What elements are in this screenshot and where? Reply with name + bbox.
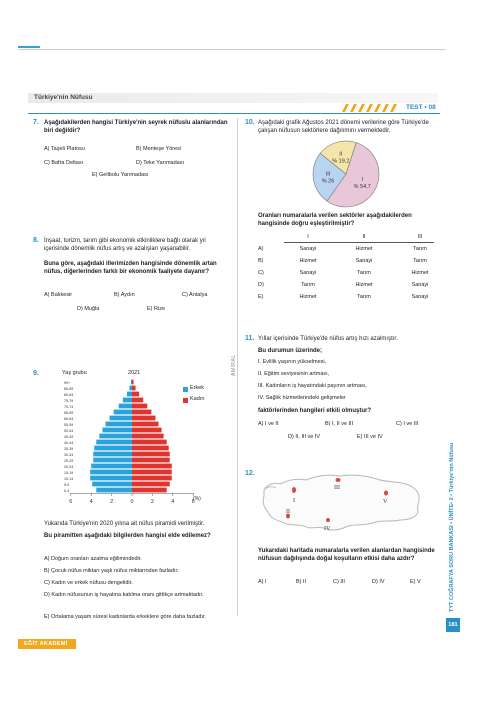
table-cell: E) bbox=[258, 294, 264, 300]
tick-label-age: 25-29 bbox=[64, 458, 74, 463]
table-cell: Tarım bbox=[301, 282, 315, 288]
tick-label-x: 4 bbox=[171, 499, 175, 505]
legend-male-swatch bbox=[183, 387, 188, 392]
q11-number: 11. bbox=[245, 335, 255, 342]
turkey-outline bbox=[263, 475, 419, 530]
q8-option-d[interactable]: D) Muğla bbox=[77, 306, 100, 312]
bar-male-10-14 bbox=[90, 476, 132, 481]
map-marker-iv bbox=[326, 518, 330, 522]
q10-option-e[interactable] bbox=[258, 291, 448, 303]
q11-stem2: faktörlerinden hangileri etkili olmuştur? bbox=[258, 408, 372, 414]
tick-label-age: 10-14 bbox=[64, 476, 74, 481]
turkey-map bbox=[258, 468, 424, 538]
header-stripes bbox=[338, 104, 398, 112]
q10-option-c[interactable] bbox=[258, 267, 448, 279]
q8-option-c[interactable]: C) Antalya bbox=[182, 292, 208, 298]
q8-option-e[interactable]: E) Rize bbox=[147, 306, 166, 312]
tick-label-x: 2 bbox=[110, 499, 114, 505]
q9-option-b[interactable]: B) Çocuk nüfus miktarı yaşlı nüfus miktarından fazladır. bbox=[44, 568, 179, 574]
q7-option-e[interactable]: E) Gelibolu Yarımadası bbox=[92, 172, 149, 178]
tick-label-age: 0-4 bbox=[64, 488, 70, 493]
q7-number: 7. bbox=[33, 119, 39, 126]
pyramid-xunit: (%) bbox=[193, 496, 201, 502]
tick-label-age: 70-74 bbox=[64, 404, 74, 409]
table-header-iii: III bbox=[417, 234, 423, 240]
q11-item-3: III. Kadınların iş hayatındaki payının artması, bbox=[258, 383, 367, 389]
bar-female-65-69 bbox=[132, 410, 151, 415]
footer-brand: EĞİT AKADEMİ bbox=[24, 641, 68, 647]
map-label-v: V bbox=[383, 499, 388, 505]
pyramid-year: 2021 bbox=[128, 370, 141, 376]
map-label-ii: II bbox=[286, 509, 290, 515]
column-divider bbox=[237, 118, 238, 616]
q12-option-b[interactable]: B) II bbox=[296, 579, 307, 585]
header-rule bbox=[28, 113, 440, 114]
top-rule bbox=[18, 49, 446, 50]
pie-value-label-II: % 19,2 bbox=[332, 158, 350, 165]
tick-label-age: 45-49 bbox=[64, 434, 74, 439]
table-header-ii: II bbox=[362, 234, 366, 240]
bar-male-20-24 bbox=[91, 464, 132, 469]
table-cell: Hizmet bbox=[355, 246, 373, 252]
q9-option-d[interactable]: D) Kadın nüfusunun iş hayatına katılma oranı gittikçe artmaktadır. bbox=[44, 592, 204, 598]
bar-female-35-39 bbox=[132, 446, 169, 451]
bar-male-25-29 bbox=[93, 458, 132, 463]
tick-label-age: 65-69 bbox=[64, 410, 74, 415]
bar-female-0-4 bbox=[132, 488, 167, 493]
q9-text: Yukarıda Türkiye'nin 2020 yılına ait nüfus piramidi verilmiştir. bbox=[44, 521, 205, 527]
tick-label-age: 75-79 bbox=[64, 398, 74, 403]
bar-male-60-64 bbox=[110, 416, 132, 421]
bar-female-85-89 bbox=[132, 386, 136, 391]
bar-male-75-79 bbox=[123, 398, 132, 403]
q11-item-1: I. Evlilik yaşının yükselmesi, bbox=[258, 359, 327, 365]
q11-option-b[interactable]: B) I, II ve III bbox=[325, 421, 354, 427]
pyramid-ylabel: Yaş grubu bbox=[62, 370, 87, 376]
q10-number: 10. bbox=[245, 119, 255, 126]
table-cell: Hizmet bbox=[355, 282, 373, 288]
map-marker-iii bbox=[336, 478, 341, 482]
q9-number: 9. bbox=[33, 370, 39, 377]
q12-number: 12. bbox=[245, 470, 255, 477]
section-title: Türkiye'nin Nüfusu bbox=[34, 94, 93, 101]
bar-male-85-89 bbox=[129, 386, 132, 391]
bar-male-15-19 bbox=[90, 470, 132, 475]
tick-label-age: 50-54 bbox=[64, 428, 74, 433]
q7-option-d[interactable]: D) Teke Yarımadası bbox=[136, 160, 184, 166]
table-header-underline bbox=[284, 242, 434, 243]
map-marker-v bbox=[384, 491, 388, 496]
bar-female-50-54 bbox=[132, 428, 162, 433]
bar-female-5-9 bbox=[132, 482, 170, 487]
q8-number: 8. bbox=[33, 237, 39, 244]
q11-option-c[interactable]: C) I ve III bbox=[396, 421, 419, 427]
bar-female-45-49 bbox=[132, 434, 164, 439]
population-pyramid bbox=[56, 377, 236, 512]
table-cell: Hizmet bbox=[411, 270, 429, 276]
table-cell: Hizmet bbox=[299, 258, 317, 264]
q9-stem: Bu piramitten aşağıdaki bilgilerden hangisi elde edilemez? bbox=[44, 533, 211, 539]
page-number: 181 bbox=[448, 622, 458, 628]
table-cell: Tarım bbox=[413, 258, 427, 264]
bar-male-0-4 bbox=[96, 488, 132, 493]
q12-option-a[interactable]: A) I bbox=[258, 579, 267, 585]
top-mark bbox=[18, 46, 40, 48]
pie-value-label-III: % 26 bbox=[321, 178, 335, 185]
table-cell: Tarım bbox=[357, 270, 371, 276]
q10-option-a[interactable] bbox=[258, 243, 448, 255]
q11-option-d[interactable]: D) II, III ve IV bbox=[288, 434, 321, 440]
tick-label-age: 90+ bbox=[64, 380, 71, 385]
map-label-iii: III bbox=[334, 485, 340, 491]
q8-option-a[interactable]: A) Balıkesir bbox=[44, 292, 73, 298]
bar-female-75-79 bbox=[132, 398, 143, 403]
map-label-i: I bbox=[293, 498, 295, 504]
series-title: TYT COĞRAFYA SORU BANKASI • ÜNİTE• 2 • Türkiye'nin Nüfusu bbox=[449, 442, 455, 612]
bar-male-45-49 bbox=[99, 434, 132, 439]
bar-female-55-59 bbox=[132, 422, 159, 427]
bar-male-65-69 bbox=[114, 410, 132, 415]
tick-label-x: 2 bbox=[150, 499, 154, 505]
q7-option-a[interactable]: A) Taşeli Platosu bbox=[44, 146, 85, 152]
tick-label-age: 30-34 bbox=[64, 452, 74, 457]
bar-male-50-54 bbox=[102, 428, 132, 433]
table-cell: Tarım bbox=[413, 246, 427, 252]
tick-label-x: 4 bbox=[89, 499, 93, 505]
tick-label-age: 85-89 bbox=[64, 386, 74, 391]
table-cell: Sanayi bbox=[299, 270, 317, 276]
legend-male-label: Erkek bbox=[190, 385, 205, 391]
q11-stem1: Bu durumun üzerinde; bbox=[258, 348, 322, 354]
q9-option-a[interactable]: A) Doğum oranları azalma eğilimindedir. bbox=[44, 556, 142, 562]
table-cell: A) bbox=[258, 246, 264, 252]
amiral-label: AMİRAL bbox=[231, 354, 237, 376]
table-cell: C) bbox=[258, 270, 264, 276]
map-label-iv: IV bbox=[324, 526, 331, 532]
test-label: TEST • 08 bbox=[406, 104, 436, 111]
q10-option-d[interactable] bbox=[258, 279, 448, 291]
table-cell: Sanayi bbox=[355, 258, 373, 264]
q11-option-e[interactable]: E) III ve IV bbox=[357, 434, 383, 440]
tick-label-age: 20-24 bbox=[64, 464, 74, 469]
tick-label-x: 6 bbox=[191, 499, 195, 505]
bar-male-55-59 bbox=[105, 422, 132, 427]
table-cell: Tarım bbox=[357, 294, 371, 300]
table-cell: Sanayi bbox=[411, 294, 429, 300]
q10-option-b[interactable] bbox=[258, 255, 448, 267]
bar-female-15-19 bbox=[132, 470, 172, 475]
pie-label-III: III bbox=[325, 171, 331, 178]
tick-label-age: 15-19 bbox=[64, 470, 74, 475]
map-marker-i bbox=[292, 487, 296, 493]
tick-label-age: 5-9 bbox=[64, 482, 70, 487]
q9-option-c[interactable]: C) Kadın ve erkek nüfusu dengelidir. bbox=[44, 580, 133, 586]
q7-stem: Aşağıdakilerden hangisi Türkiye'nin seyrek nüfuslu alanlarından biri değildir? bbox=[44, 120, 228, 134]
table-cell: B) bbox=[258, 258, 264, 264]
q10-text: Aşağıdaki grafik Ağustos 2021 dönemi verilerine göre Türkiye'de çalışan nüfusun sektörlere dağılımını vermektedir. bbox=[258, 120, 429, 134]
bar-female-25-29 bbox=[132, 458, 170, 463]
table-header-i: I bbox=[307, 234, 309, 240]
q8-text: İnşaat, turizm, tarım gibi ekonomik etkinliklere bağlı olarak yıl içerisinde dönemlik nüfus artış ve azalışları yaşanabilir. bbox=[44, 238, 206, 252]
bar-female-20-24 bbox=[132, 464, 172, 469]
bar-female-80-84 bbox=[132, 392, 139, 397]
bar-male-90+ bbox=[131, 380, 132, 385]
bar-female-10-14 bbox=[132, 476, 172, 481]
q8-option-b[interactable]: B) Aydın bbox=[114, 292, 135, 298]
tick-label-age: 55-59 bbox=[64, 422, 74, 427]
tick-label-age: 40-44 bbox=[64, 440, 74, 445]
q7-option-c[interactable]: C) Bafra Deltası bbox=[44, 160, 84, 166]
q8-stem: Buna göre, aşağıdaki illerimizden hangisinde dönemlik artan nüfus, diğerlerinden farklı bir ekonomik faaliyete dayanır? bbox=[44, 261, 217, 275]
q10-stem: Oranları numaralarla verilen sektörler aşağıdakilerden hangisinde doğru eşleştirilmiştir? bbox=[258, 213, 412, 227]
q7-option-b[interactable]: B) Menteşe Yöresi bbox=[136, 146, 182, 152]
q12-option-e[interactable]: E) V bbox=[410, 579, 421, 585]
tick-label-x: 6 bbox=[69, 499, 73, 505]
pie-label-I: I bbox=[361, 177, 364, 184]
tick-label-age: 80-84 bbox=[64, 392, 74, 397]
q11-item-2: II. Eğitim seviyesinin artması, bbox=[258, 371, 330, 377]
bar-male-30-34 bbox=[93, 452, 132, 457]
q11-text: Yıllar içerisinde Türkiye'de nüfus artış hızı azalmıştır. bbox=[258, 336, 398, 342]
pie-label-II: II bbox=[339, 151, 343, 158]
tick-label-age: 35-39 bbox=[64, 446, 74, 451]
bar-male-35-39 bbox=[94, 446, 132, 451]
legend-female-label: Kadın bbox=[190, 396, 205, 402]
q12-option-d[interactable]: D) IV bbox=[372, 579, 385, 585]
q12-stem: Yukarıdaki haritada numaralarla verilen alanlardan hangisinde nüfusun dağılışında doğal koşulların etkisi daha azdır? bbox=[258, 548, 435, 562]
q11-option-a[interactable]: A) I ve II bbox=[258, 421, 279, 427]
bar-female-70-74 bbox=[132, 404, 147, 409]
q9-option-e[interactable]: E) Ortalama yaşam süresi kadınlarda erkeklere göre daha fazladır. bbox=[44, 614, 207, 620]
tick-label-age: 60-64 bbox=[64, 416, 74, 421]
bar-female-40-44 bbox=[132, 440, 167, 445]
legend-female-swatch bbox=[183, 398, 188, 403]
table-cell: Sanayi bbox=[299, 246, 317, 252]
table-cell: D) bbox=[258, 282, 264, 288]
table-cell: Hizmet bbox=[299, 294, 317, 300]
bar-female-90+ bbox=[132, 380, 134, 385]
bar-male-40-44 bbox=[96, 440, 132, 445]
pie-value-label-I: % 54,7 bbox=[353, 184, 371, 191]
q12-option-c[interactable]: C) III bbox=[333, 579, 345, 585]
bar-female-60-64 bbox=[132, 416, 155, 421]
bar-male-70-74 bbox=[119, 404, 132, 409]
bar-female-30-34 bbox=[132, 452, 170, 457]
bar-male-5-9 bbox=[92, 482, 132, 487]
bar-male-80-84 bbox=[127, 392, 132, 397]
sector-pie-chart bbox=[304, 139, 388, 209]
q11-item-4: IV. Sağlık hizmetlerindeki gelişmeler bbox=[258, 395, 346, 401]
table-cell: Sanayi bbox=[411, 282, 429, 288]
tick-label-x: 0 bbox=[130, 499, 134, 505]
